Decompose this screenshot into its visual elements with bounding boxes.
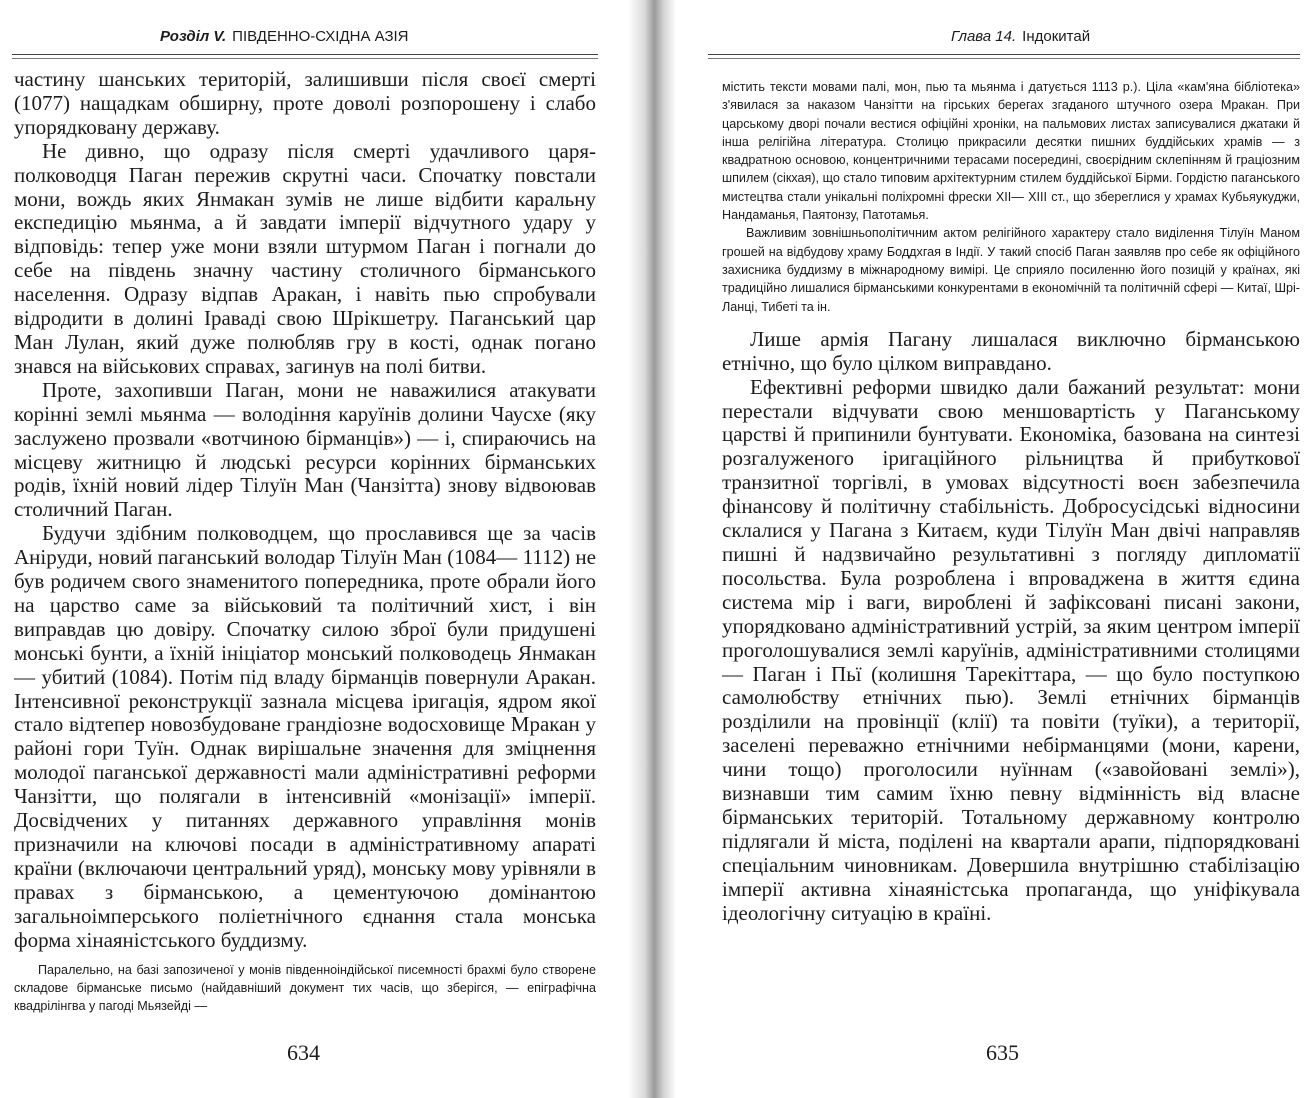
- left-paragraph: Не дивно, що одразу після смерті удачливого царя-полководця Паган пережив скрутні часи. Спочатку повстали мони, вождь яких Янмакан зумів не лише відбити каральну експедицію мьянма, а й завдати імперії відчутного удару у відповідь: тепер уже мони взяли штурмом Паган і погнали до себе на південь значну частину столичного бірманського населення. Одразу відпав Аракан, і навіть пью спробували відродити в долині Іраваді свою Шрікшетру. Паганський цар Ман Лулан, який дуже полюбляв гру в кості, однак погано знався на військових справах, загинув на полі битви.: [14, 138, 596, 378]
- right-paragraph: Ефективні реформи швидко дали бажаний результат: мони перестали відчувати свою меншовартість у Паганському царстві й припинили бунтувати. Економіка, базована на синтезі розгалуженого іригаційного рільництва й прибуткової транзитної торгівлі, в умовах відсутності воєн забезпечила фінансову й політичну стабільність. Добросусідські відносини склалися у Пагана з Китаєм, куди Тілуїн Ман двічі направляв пишні й надзвичайно результативні з погляду дипломатії посольства. Була розроблена і впроваджена в життя єдина система мір і ваги, вироблені й зафіксовані писані закони, упорядковано адміністративний устрій, за яким центром імперії проголошувалися землі каруїнів, адміністративними столицями — Паган і Пьї (колишня Тарекіттара, — що було поступкою самолюбству етнічних пью). Землі етнічних бірманців розділили на провінції (клії) та повіти (туїки), а території, заселені переважно етнічними небірманцями (мони, карени, чини тощо) проголосили нуїннам («завойовані землі»), визнавши тим самим їхню певну відмінність від власне бірманських територій. Тотальному державному контролю підлягали й міста, поділені на квартали арапи, підпорядковані спеціальним чиновникам. Довершила внутрішню стабілізацію імперії активна хінаяністська пропаганда, що уніфікувала ідеологічну ситуацію в країні.: [722, 374, 1300, 925]
- left-running-head-title: ПІВДЕННО-СХІДНА АЗІЯ: [232, 28, 409, 45]
- right-small-paragraph: Важливим зовнішньополітичним актом релігійного характеру стало виділення Тілуїн Маном грошей на відбудову храму Боддхгая в Індії. У такий спосіб Паган заявляв про себе як офіційного захисника буддизму в міжнародному вимірі. Це сприяло посиленню його позицій у країнах, які традиційно лишалися бірманськими конкурентами в економічній та політичній сфері — Китаї, Шрі-Ланці, Тибеті та ін.: [722, 226, 1300, 314]
- right-running-head-label: Глава 14.: [951, 28, 1017, 45]
- left-page-number: 634: [287, 1040, 320, 1065]
- left-page: [0, 0, 640, 1098]
- right-header-rule: [708, 54, 1300, 59]
- left-paragraph: частину шанських територій, залишивши після своєї смерті (1077) нащадкам обширну, проте доволі розпорошену і слабо упорядковану державу.: [14, 67, 596, 139]
- left-body-text: [14, 68, 596, 1015]
- right-page: [656, 0, 1308, 1098]
- right-small-paragraph: містить тексти мовами палі, мон, пью та мьянма і датується 1113 р.). Ціла «кам'яна бібліотека» з'явилася за наказом Чанзітти на гірських берегах згаданого штучного озера Мракан. При царському дворі почали вестися офіційні хроніки, на пальмових листах записувалися джатаки й інша релігійна література. Столицю прикрасили десятки пишних буддійських храмів — з квадратною основою, концентричними терасами посередині, своєрідним склепінням й граціозним шпилем (сікхая), що стало типовим архітектурним стилем буддійської Бірми. Гордістю паганського мистецтва стали унікальні поліхромні фрески XII— XIII ст., що збереглися у храмах Кубьяукуджи, Нандаманья, Паятонзу, Патотамья.: [722, 80, 1300, 223]
- right-paragraph: Лише армія Пагану лишалася виключно бірманською етнічно, що було цілком виправдано.: [722, 326, 1300, 375]
- left-paragraph: Проте, захопивши Паган, мони не наважилися атакувати корінні землі мьянма — володіння каруїнів долини Чаусхе (яку заслужено прозвали «вотчиною бірманців») — і, спираючись на місцеву житницю й людські ресурси корінних бірманських родів, їхній новий лідер Тілуїн Ман (Чанзітта) знову відвоював столичний Паган.: [14, 377, 596, 522]
- left-running-head-label: Розділ V.: [160, 28, 227, 45]
- left-header-rule: [12, 54, 598, 59]
- right-body-text: [722, 78, 1300, 926]
- left-small-paragraph: Паралельно, на базі запозиченої у монів південноіндійської писемності брахмі було створене складове бірманське письмо (найдавніший документ тих часів, що зберігся, — епіграфічна квадрілінгва у пагоді Мьязейді —: [14, 962, 596, 1014]
- right-running-head-title: Індокитай: [1022, 28, 1091, 45]
- left-paragraph: Будучи здібним полководцем, що прославився ще за часів Аніруди, новий паганський володар Тілуїн Ман (1084— 1112) не був родичем свого знаменитого попередника, проте обрали його на царство саме за військовий та політичний хист, і він виправдав цю довіру. Спочатку силою зброї були придушені монські бунти, а їхній ініціатор монський полководець Янмакан — убитий (1084). Потім під владу бірманців повернули Аракан. Інтенсивної реконструкції зазнала місцева іригація, ядром якої стало відтепер новозбудоване грандіозне водосховище Мракан у районі гори Туїн. Однак вирішальне значення для зміцнення молодої паганської державності мали адміністративні реформи Чанзітти, що полягали в інтенсивній «монізації» імперії. Досвідчених у питаннях державного управління монів призначили на ключові посади в адміністративному апараті країни (включаючи центральний уряд), монську мову урівняли в правах з бірманською, а цементуючою домінантою загальноімперського поліетнічного єднання стала монська форма хінаяністського буддизму.: [14, 521, 596, 952]
- right-running-head: [951, 28, 1090, 50]
- left-running-head: [160, 28, 409, 50]
- right-page-number: 635: [986, 1040, 1019, 1065]
